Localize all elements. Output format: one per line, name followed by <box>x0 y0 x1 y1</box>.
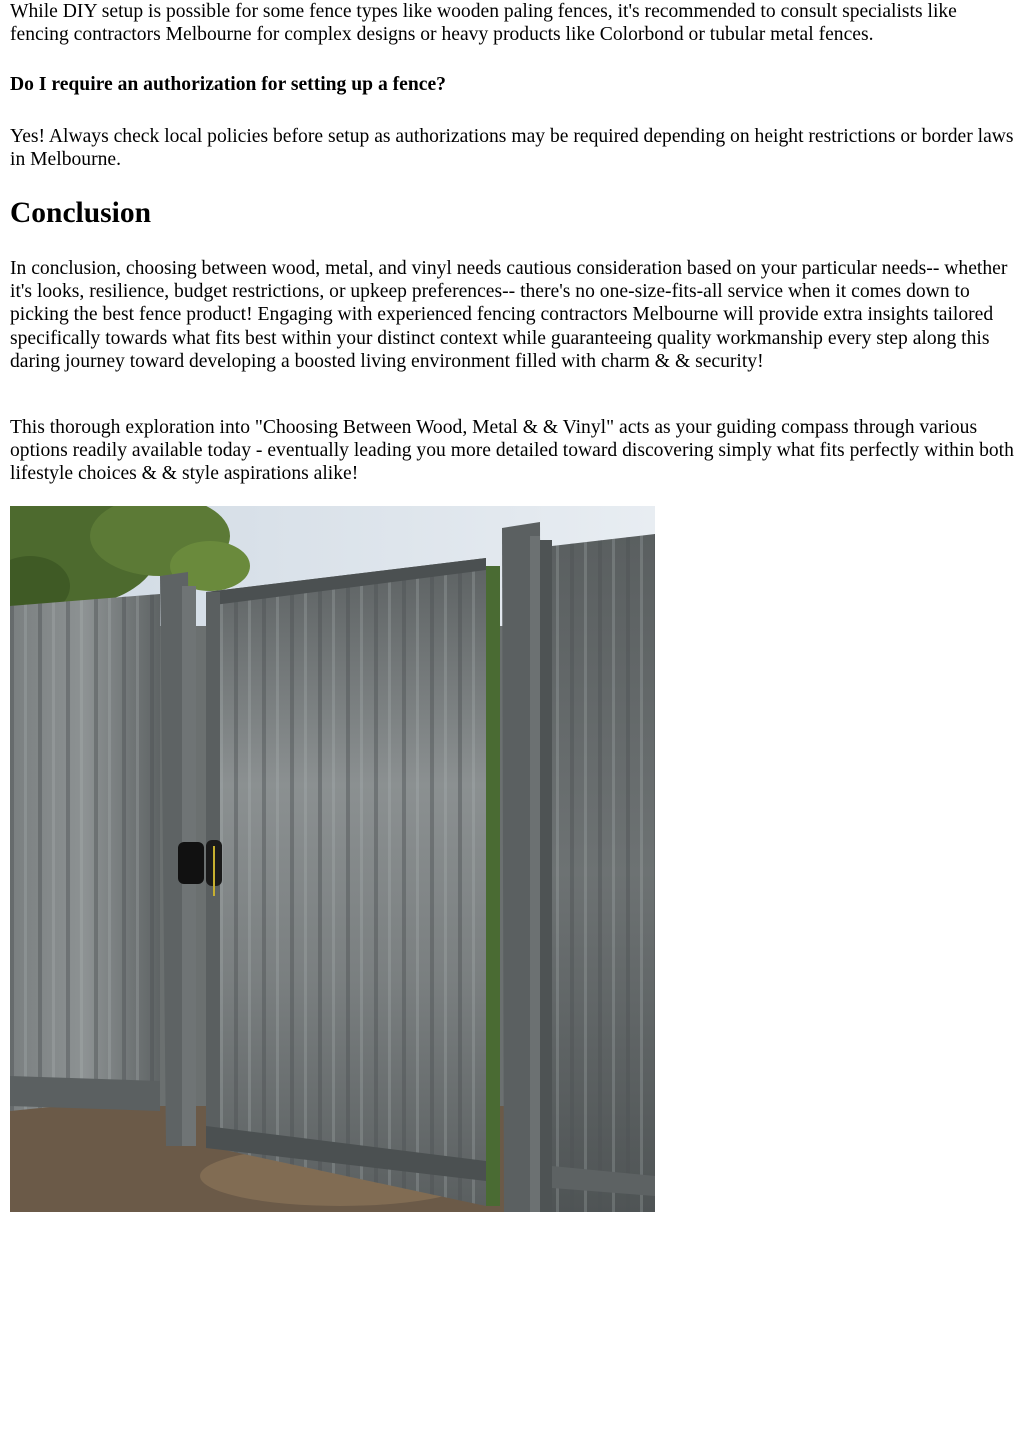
conclusion-paragraph-1: In conclusion, choosing between wood, metal, and vinyl needs cautious consideration based on your particular needs-- whether it's looks, resilience, budget restrictions, or upkeep preferences-- there's no one-size-fits-all service when it comes down to picking the best fence product! Engaging with experienced fencing contractors Melbourne will provide extra insights tailored specifically towards what fits best within your distinct context while guaranteeing quality workmanship every step along this daring journey toward developing a boosted living environment filled with charm & & security! <box>10 258 1008 372</box>
fence-gate-photo <box>10 506 655 1212</box>
conclusion-paragraph-2: This thorough exploration into "Choosing Between Wood, Metal & & Vinyl" acts as your guiding compass through various options readily available today - eventually leading you more detailed toward discovering simply what fits perfectly within both lifestyle choices & & style aspirations alike! <box>10 417 1014 485</box>
faq-question-authorization: Do I require an authorization for setting up a fence? <box>10 74 446 95</box>
conclusion-heading: Conclusion <box>10 197 151 229</box>
faq-answer-diy: While DIY setup is possible for some fence types like wooden paling fences, it's recommended to consult specialists like fencing contractors Melbourne for complex designs or heavy products like Colorbond or tubular metal fences. <box>10 1 957 46</box>
gap-foliage <box>486 566 500 1206</box>
faq-answer-authorization: Yes! Always check local policies before setup as authorizations may be required depending on height restrictions or border laws in Melbourne. <box>10 126 1014 171</box>
